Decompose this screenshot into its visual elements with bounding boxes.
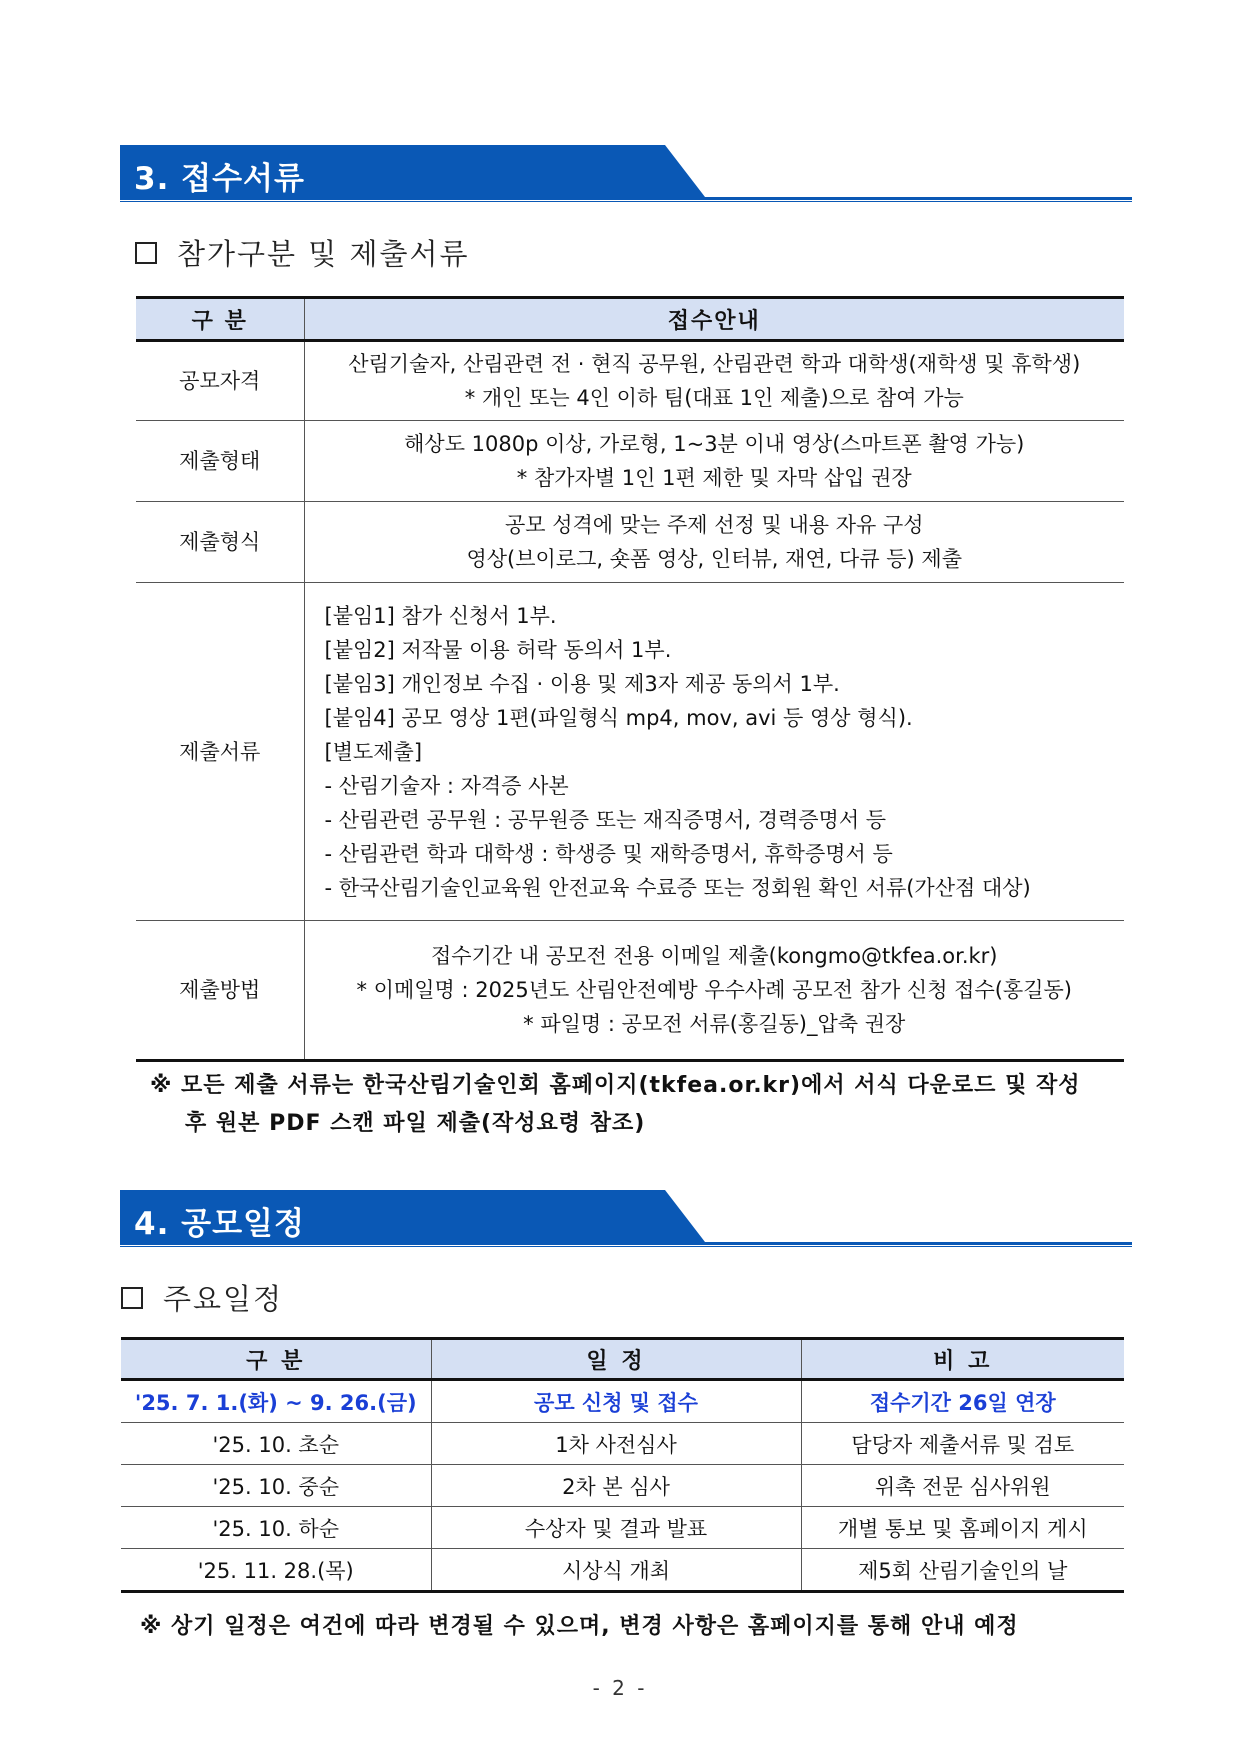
schedule-event: 1차 사전심사 <box>431 1423 801 1465</box>
content-line: * 개인 또는 4인 이하 팀(대표 1인 제출)으로 참여 가능 <box>464 386 964 410</box>
note-line: ※ 모든 제출 서류는 한국산림기술인회 홈페이지(tkfea.or.kr)에서 서식 다운로드 및 작성 <box>150 1073 1081 1098</box>
content-line: 접수기간 내 공모전 전용 이메일 제출(kongmo@tkfea.or.kr) <box>430 944 998 968</box>
row-content <box>304 583 1124 921</box>
page-number: - 2 - <box>592 1676 648 1700</box>
subheading <box>135 232 470 273</box>
content-line: - 한국산림기술인교육원 안전교육 수료증 또는 정회원 확인 서류(가산점 대상) <box>324 875 1031 900</box>
content-line: * 참가자별 1인 1편 제한 및 자막 삽입 권장 <box>516 466 912 490</box>
section-title: 3. 접수서류 <box>134 161 305 197</box>
schedule-date: '25. 10. 초순 <box>121 1423 431 1465</box>
schedule-date: '25. 10. 중순 <box>121 1465 431 1507</box>
table-row <box>121 1507 1124 1549</box>
content-line: [붙임3] 개인정보 수집 · 이용 및 제3자 제공 동의서 1부. <box>324 671 840 696</box>
content-line: - 산림기술자 : 자격증 사본 <box>324 773 569 798</box>
schedule-event: 공모 신청 및 접수 <box>431 1380 801 1423</box>
section-header-4 <box>120 1190 1132 1248</box>
table-row <box>136 421 1124 502</box>
schedule-event: 수상자 및 결과 발표 <box>431 1507 801 1549</box>
schedule-remark: 개별 통보 및 홈페이지 게시 <box>801 1507 1124 1549</box>
schedule-table <box>121 1337 1124 1593</box>
content-line: - 산림관련 공무원 : 공무원증 또는 재직증명서, 경력증명서 등 <box>324 807 887 832</box>
checkbox-square-icon <box>121 1287 143 1309</box>
table-row <box>136 502 1124 583</box>
table-row <box>121 1465 1124 1507</box>
content-line: 산림기술자, 산림관련 전 · 현직 공무원, 산림관련 학과 대학생(재학생 및 휴학생) <box>348 352 1081 376</box>
table-row <box>136 583 1124 921</box>
content-line: - 산림관련 학과 대학생 : 학생증 및 재학증명서, 휴학증명서 등 <box>324 841 893 866</box>
content-line: 공모 성격에 맞는 주제 선정 및 내용 자유 구성 <box>504 513 924 537</box>
table-header-remarks: 비 고 <box>801 1339 1124 1380</box>
row-label: 공모자격 <box>136 341 304 421</box>
table-row <box>121 1549 1124 1592</box>
table-row <box>136 341 1124 421</box>
table-row <box>121 1380 1124 1423</box>
content-line: * 파일명 : 공모전 서류(홍길동)_압축 권장 <box>523 1012 906 1036</box>
note-line: 후 원본 PDF 스캔 파일 제출(작성요령 참조) <box>185 1111 646 1136</box>
schedule-remark: 위촉 전문 심사위원 <box>801 1465 1124 1507</box>
content-line: 해상도 1080p 이상, 가로형, 1~3분 이내 영상(스마트폰 촬영 가능) <box>404 432 1025 456</box>
section-title: 4. 공모일정 <box>134 1206 305 1242</box>
content-line: [별도제출] <box>324 739 423 764</box>
schedule-date: '25. 10. 하순 <box>121 1507 431 1549</box>
schedule-event: 2차 본 심사 <box>431 1465 801 1507</box>
submission-documents-table <box>136 296 1124 1062</box>
section-header-3 <box>120 145 1132 203</box>
schedule-date: '25. 11. 28.(목) <box>121 1549 431 1592</box>
row-content <box>304 341 1124 421</box>
row-content <box>304 502 1124 583</box>
table-row <box>121 1423 1124 1465</box>
table-header-category: 구 분 <box>136 298 304 341</box>
checkbox-square-icon <box>135 242 157 264</box>
table-row <box>136 921 1124 1061</box>
row-label: 제출형태 <box>136 421 304 502</box>
table-header-category: 구 분 <box>121 1339 431 1380</box>
row-label: 제출형식 <box>136 502 304 583</box>
table-header-schedule: 일 정 <box>431 1339 801 1380</box>
row-label: 제출방법 <box>136 921 304 1061</box>
subheading-text: 주요일정 <box>163 1282 284 1316</box>
subheading-text: 참가구분 및 제출서류 <box>177 237 470 271</box>
row-content <box>304 921 1124 1061</box>
content-line: [붙임1] 참가 신청서 1부. <box>324 603 557 628</box>
schedule-remark: 제5회 산림기술인의 날 <box>801 1549 1124 1592</box>
row-label: 제출서류 <box>136 583 304 921</box>
table-header-guide: 접수안내 <box>304 298 1124 341</box>
content-line: * 이메일명 : 2025년도 산림안전예방 우수사례 공모전 참가 신청 접수(홍길동) <box>356 978 1072 1002</box>
content-line: [붙임4] 공모 영상 1편(파일형식 mp4, mov, avi 등 영상 형식). <box>324 705 913 730</box>
schedule-event: 시상식 개최 <box>431 1549 801 1592</box>
schedule-date: '25. 7. 1.(화) ~ 9. 26.(금) <box>121 1380 431 1423</box>
schedule-remark: 접수기간 26일 연장 <box>869 1390 1056 1415</box>
content-line: [붙임2] 저작물 이용 허락 동의서 1부. <box>324 637 672 662</box>
row-content <box>304 421 1124 502</box>
schedule-note: ※ 상기 일정은 여건에 따라 변경될 수 있으며, 변경 사항은 홈페이지를 통해 안내 예정 <box>140 1614 1019 1639</box>
subheading <box>121 1277 283 1318</box>
content-line: 영상(브이로그, 숏폼 영상, 인터뷰, 재연, 다큐 등) 제출 <box>466 547 963 571</box>
schedule-remark: 담당자 제출서류 및 검토 <box>801 1423 1124 1465</box>
